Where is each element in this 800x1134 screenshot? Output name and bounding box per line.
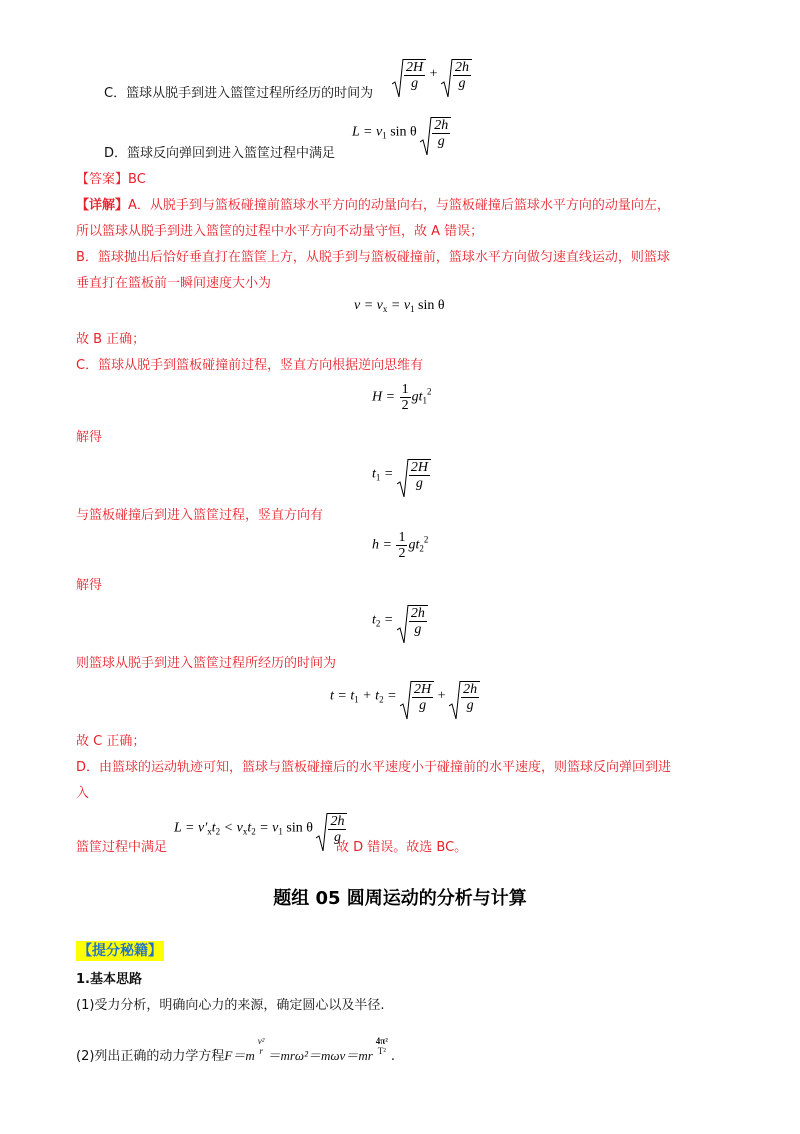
answer-line [76, 170, 146, 190]
formula-c-h: h = $\frac{1}{2}$ $gt_2^2$ [372, 530, 429, 561]
basic-step2: (2)列出正确的动力学方程F＝m v² r ＝mrω²＝mωv＝mr 4π² T² . [76, 1036, 396, 1064]
formula-d-inequality: $L = v'_xt_2 < v_xt_2 = v_1$ sin θ $\frac{2h}{g}$ [174, 812, 347, 845]
explanation-c-line2: 与篮板碰撞后到进入篮筐过程，竖直方向有 [76, 508, 324, 523]
explanation-a-line2: 所以篮球从脱手到进入篮筐的过程中水平方向不动量守恒，故 A 错误； [76, 224, 484, 239]
basic-step1: (1)受力分析，明确向心力的来源，确定圆心以及半径. [76, 998, 385, 1013]
explanation-c-line1: C．篮球从脱手到篮板碰撞前过程，竖直方向根据逆向思维有 [76, 358, 424, 373]
explanation-d-line3: 篮筐过程中满足 [76, 840, 168, 855]
explanation-d-line1: D．由篮球的运动轨迹可知，篮球与篮板碰撞后的水平速度小于碰撞前的水平速度，则篮球反向弹回到进 [76, 760, 672, 775]
option-d-formula: $L = v_1$ sin θ $\frac{2h}{g}$ [352, 116, 451, 149]
explanation-b-result: 故 B 正确； [76, 332, 146, 347]
explanation-c-line3: 则篮球从脱手到进入篮筐过程所经历的时间为 [76, 656, 337, 671]
explanation-d-result: 故 D 错误。故选 BC。 [336, 840, 468, 855]
explanation-c-solve1: 解得 [76, 430, 103, 445]
formula-c-t1: $t_1$ = $\frac{2H}{g}$ [372, 458, 431, 491]
option-d-text: D．篮球反向弹回到进入篮筐过程中满足 [104, 146, 336, 161]
section-title: 题组 05 圆周运动的分析与计算 [273, 888, 527, 909]
explanation-label: 【详解】 [76, 198, 129, 213]
formula-c-total-time: $t = t_1 + t_2$ = $\frac{2H}{g}$ + $\frac{2h}{g}$ [330, 680, 480, 713]
explanation-b-line2: 垂直打在篮板前一瞬间速度大小为 [76, 276, 272, 291]
answer-value: BC [128, 172, 146, 187]
formula-b-velocity: $v = v_x = v_1$ sin θ [354, 298, 445, 314]
answer-label: 【答案】 [76, 172, 129, 187]
explanation-d-line2: 入 [76, 786, 90, 801]
explanation-a-line1: 【详解】A．从脱手到与篮板碰撞前篮球水平方向的动量向右，与篮板碰撞后篮球水平方向的动量向左， [76, 198, 670, 213]
basic-title: 1.基本思路 [76, 972, 142, 987]
formula-c-H: H = $\frac{1}{2}$ $gt_1^2$ [372, 382, 432, 413]
option-c-text: C．篮球从脱手到进入篮筐过程所经历的时间为 [104, 86, 374, 101]
formula-c-t2: $t_2$ = $\frac{2h}{g}$ [372, 604, 428, 637]
explanation-c-solve2: 解得 [76, 578, 103, 593]
explanation-b-line1: B．篮球抛出后恰好垂直打在篮筐上方，从脱手到与篮板碰撞前，篮球水平方向做匀速直线运动，则篮球 [76, 250, 670, 265]
tip-tag: 【提分秘籍】 [78, 943, 162, 959]
explanation-c-result: 故 C 正确； [76, 734, 146, 749]
option-c-formula: $\frac{2H}{g}$ + $\frac{2h}{g}$ [392, 58, 472, 91]
